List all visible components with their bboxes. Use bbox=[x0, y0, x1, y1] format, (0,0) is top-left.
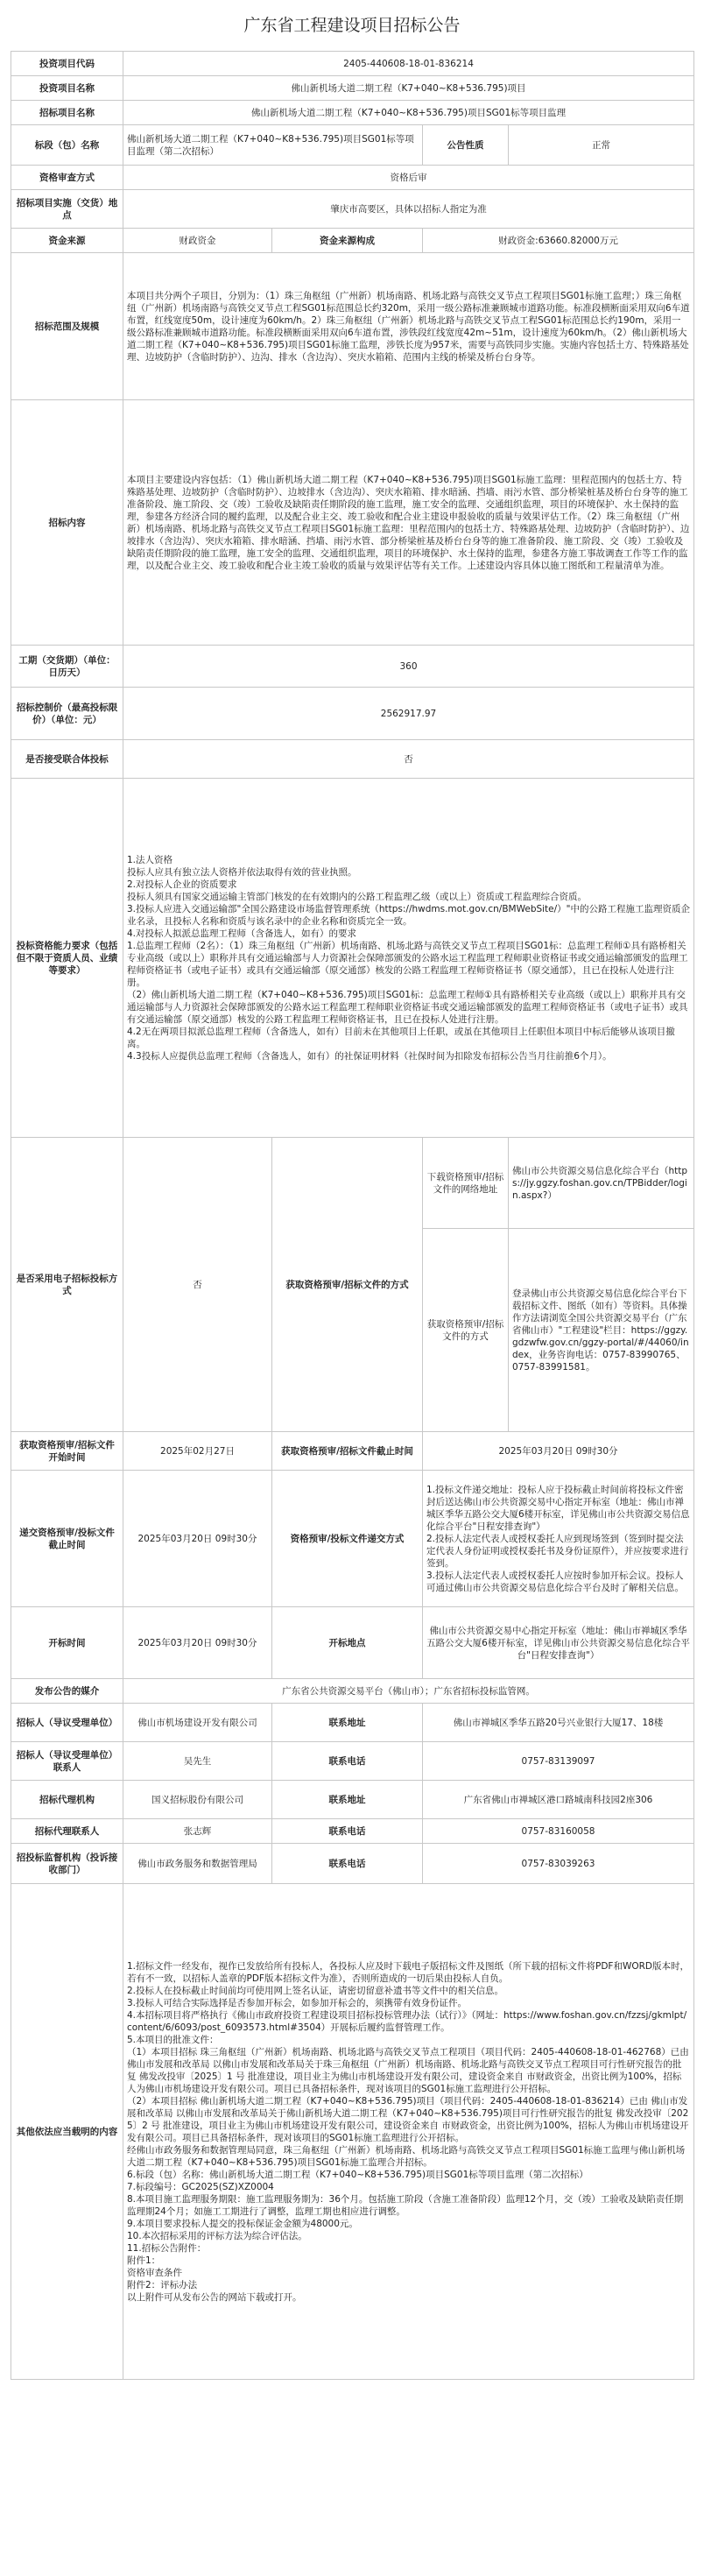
label-tenderer: 招标人（导议受理单位） bbox=[11, 1704, 123, 1742]
label-fund-source: 资金来源 bbox=[11, 229, 123, 253]
announcement-table bbox=[11, 51, 694, 2380]
label-content: 招标内容 bbox=[11, 400, 123, 646]
value-agent-phone: 0757-83160058 bbox=[423, 1819, 694, 1844]
label-project-code: 投资项目代码 bbox=[11, 52, 123, 76]
label-approval-method: 资格审查方式 bbox=[11, 166, 123, 190]
value-tenderer: 佛山市机场建设开发有限公司 bbox=[123, 1704, 272, 1742]
row-scope bbox=[11, 253, 694, 400]
value-download-addr[interactable]: 佛山市公共资源交易信息化综合平台（https://jy.ggzy.foshan.gov.cn/TPBidder/login.aspx?） bbox=[509, 1138, 694, 1229]
row-supervisor bbox=[11, 1844, 694, 1884]
value-other: 1.招标文件一经发布，视作已发放给所有投标人，各投标人应及时下载电子版招标文件及图纸（所下载的招标文件将PDF和WORD版本时，若有不一致，以招标人盖章的PDF版本招标文件为准），否则所造成的一切后果由投标人自负。 2.投标人在投标截止时间前均可使用网上签名认证，请密切留意补遗书等文件中的相关信息。 3.投标人可结合实际选择是否参加开标会，如参加开标会的，须携带有效身份证件。 4.本招标项目将严格执行《佛山市政府投资工程建设项目招标投标管理办法（试行）》（网址：https://www.foshan.gov.cn/fzzsj/gkmlpt/content/6/6093/post_6093573.html#3504）开展标后履约监督管理工作。 5.本项目的批准文件： （1）本项目招标 珠三角枢纽（广州新）机场南路、机场北路与高铁交叉节点工程项目（项目代码：2405-440608-18-01-462768）已由 佛山市发展和改革局 以佛山市发展和改革局关于珠三角枢纽（广州新）机场南路、机场北路与高铁交叉节点工程项目可行性研究报告的批复 佛发改投审〔2025〕1 号 批准建设，项目业主为佛山市机场建设开发有限公司，建设资金来自 市财政资金，出资比例为100%，招标人为佛山市机场建设开发有限公司。项目已具备招标条件，现对该项目的SG01标施工监理进行公开招标。 （2）本项目招标 佛山新机场大道二期工程（K7+040~K8+536.795)项目（项目代码：2405-440608-18-01-836214）已由 佛山市发展和改革局 以佛山市发展和改革局关于佛山新机场大道二期工程（K7+040~K8+536.795)项目可行性研究报告的批复 佛发改投审〔2025〕2 号 批准建设，项目业主为佛山市机场建设开发有限公司，建设资金来自 市财政资金，出资比例为100%，招标人为佛山市机场建设开发有限公司。项目已具备招标条件，现对该项目的SG01标施工监理进行公开招标。 经佛山市政务服务和数据管理局同意，珠三角枢纽（广州新）机场南路、机场北路与高铁交叉节点工程项目SG01标施工监理与佛山新机场大道二期工程（K7+040~K8+536.795)项目SG01标施工监理合并招标。 6.标段（包）名称：佛山新机场大道二期工程（K7+040~K8+536.795)项目SG01标等项目监理（第二次招标） 7.标段编号：GC2025(SZ)XZ0004 8.本项目施工监理服务期限：施工监理服务期为：36个月。包括施工阶段（含施工准备阶段）监理12个月，交（竣）工验收及缺陷责任期监理期24个月；如施工工期进行了调整，监理工期也相应进行调整。 9.本项目要求投标人提交的投标保证金金额为48000元。 10.本次招标采用的评标方法为综合评估法。 11.招标公告附件： 附件1： 资格审查条件 附件2：评标办法 以上附件可从发布公告的网站下载或打开。 bbox=[123, 1884, 694, 2380]
label-agent-contact: 招标代理联系人 bbox=[11, 1819, 123, 1844]
label-publicity: 公告性质 bbox=[423, 125, 509, 166]
value-duration: 360 bbox=[123, 646, 694, 688]
value-open-place: 佛山市公共资源交易中心指定开标室（地址：佛山市禅城区季华五路公交大厦6楼开标室，详见佛山市公共资源交易信息化综合平台"日程安排查询"） bbox=[423, 1607, 694, 1679]
value-media: 广东省公共资源交易平台（佛山市）；广东省招标投标监管网。 bbox=[123, 1679, 694, 1704]
value-tenderer-contact: 吴先生 bbox=[123, 1742, 272, 1781]
row-media bbox=[11, 1679, 694, 1704]
value-scope: 本项目共分两个子项目，分别为：（1）珠三角枢纽（广州新）机场南路、机场北路与高铁交叉节点工程项目SG01标施工监理；）珠三角枢纽（广州新）机场南路与高铁交叉节点工程SG01标范围总长约320m，采用一级公路标准兼顾城市道路功能。标准段横断面采用双向6车道布置，红线宽度50m，设计速度为60km/h。2）珠三角枢纽（广州新）机场北路与高铁交叉节点工程SG01标范围总长约190m，采用一级公路标准兼顾城市道路功能。标准段横断面采用双向6车道布置，涉铁段红线宽度42m~51m，设计速度为60km/h。（2）佛山新机场大道二期工程（K7+040~K8+536.795)项目SG01标施工监理，涉铁长度为957米，需要与高铁同步实施。实施内容包括土方、特殊路基处理、边坡防护（含临时防护）、边沟、排水（含边沟）、突庆水箱箱、范围内主线的桥梁及桥台台身等。 bbox=[123, 253, 694, 400]
row-consortium bbox=[11, 740, 694, 779]
value-publicity: 正常 bbox=[509, 125, 694, 166]
row-project-name bbox=[11, 76, 694, 101]
label-other: 其他依法应当载明的内容 bbox=[11, 1884, 123, 2380]
row-duration bbox=[11, 646, 694, 688]
row-content bbox=[11, 400, 694, 646]
row-section-name bbox=[11, 125, 694, 166]
label-obtain-method-detail: 获取资格预审/招标文件的方式 bbox=[423, 1229, 509, 1432]
value-submit-deadline: 2025年03月20日 09时30分 bbox=[123, 1471, 272, 1607]
label-control-price: 招标控制价（最高投标限价）（单位：元） bbox=[11, 688, 123, 740]
value-supervisor: 佛山市政务服务和数据管理局 bbox=[123, 1844, 272, 1884]
label-duration: 工期（交货期）（单位：日历天） bbox=[11, 646, 123, 688]
value-agent-address: 广东省佛山市禅城区港口路城南科技园2座306 bbox=[423, 1781, 694, 1819]
label-consortium: 是否接受联合体投标 bbox=[11, 740, 123, 779]
value-approval-method: 资格后审 bbox=[123, 166, 694, 190]
value-agent: 国义招标股份有限公司 bbox=[123, 1781, 272, 1819]
row-agent bbox=[11, 1781, 694, 1819]
label-electronic: 是否采用电子招标投标方式 bbox=[11, 1138, 123, 1432]
value-obtain-end: 2025年03月20日 09时30分 bbox=[423, 1432, 694, 1471]
label-project-name: 投资项目名称 bbox=[11, 76, 123, 101]
label-open-time: 开标时间 bbox=[11, 1607, 123, 1679]
label-supervisor-phone: 联系电话 bbox=[272, 1844, 423, 1884]
label-location: 招标项目实施（交货）地点 bbox=[11, 190, 123, 229]
label-media: 发布公告的媒介 bbox=[11, 1679, 123, 1704]
value-submit-method: 1.投标文件递交地址：投标人应于投标截止时间前将投标文件密封后送达佛山市公共资源交易中心指定开标室（地址：佛山市禅城区季华五路公交大厦6楼开标室，详见佛山市公共资源交易信息化综合平台"日程安排查询"） 2.投标人法定代表人或授权委托人应到现场签到（签到时提交法定代表人身份证明或授权委托书及身份证原件），并应按要求进行签到。 3.投标人法定代表人或授权委托人应按时参加开标会议。投标人可通过佛山市公共资源交易信息化综合平台及时了解相关信息。 bbox=[423, 1471, 694, 1607]
label-tender-project-name: 招标项目名称 bbox=[11, 101, 123, 125]
row-location bbox=[11, 190, 694, 229]
value-obtain-start: 2025年02月27日 bbox=[123, 1432, 272, 1471]
row-approval-method bbox=[11, 166, 694, 190]
label-qualification: 投标资格能力要求（包括但不限于资质人员、业绩等要求） bbox=[11, 779, 123, 1138]
row-download bbox=[11, 1138, 694, 1229]
value-obtain-method: 登录佛山市公共资源交易信息化综合平台下载招标文件、图纸（如有）等资料。具体操作方法请浏览全国公共资源交易平台（广东省佛山市）"工程建设"栏目：https://ggzy.gdzwfw.gov.cn/ggzy-portal/#/44060/index，业务咨询电话：0757-83990765、0757-83991581。 bbox=[509, 1229, 694, 1432]
row-submit bbox=[11, 1471, 694, 1607]
value-tenderer-phone: 0757-83139097 bbox=[423, 1742, 694, 1781]
label-agent-address: 联系地址 bbox=[272, 1781, 423, 1819]
value-project-code: 2405-440608-18-01-836214 bbox=[123, 52, 694, 76]
row-agent-contact bbox=[11, 1819, 694, 1844]
label-tenderer-address: 联系地址 bbox=[272, 1704, 423, 1742]
value-section-name: 佛山新机场大道二期工程（K7+040~K8+536.795)项目SG01标等项目监理（第二次招标） bbox=[123, 125, 423, 166]
label-obtain-start: 获取资格预审/招标文件开始时间 bbox=[11, 1432, 123, 1471]
label-section-name: 标段（包）名称 bbox=[11, 125, 123, 166]
label-agent-phone: 联系电话 bbox=[272, 1819, 423, 1844]
value-open-time: 2025年03月20日 09时30分 bbox=[123, 1607, 272, 1679]
value-project-name: 佛山新机场大道二期工程（K7+040~K8+536.795)项目 bbox=[123, 76, 694, 101]
label-download-addr: 下载资格预审/招标文件的网络地址 bbox=[423, 1138, 509, 1229]
value-tenderer-address: 佛山市禅城区季华五路20号兴业银行大厦17、18楼 bbox=[423, 1704, 694, 1742]
row-other bbox=[11, 1884, 694, 2380]
value-tender-project-name: 佛山新机场大道二期工程（K7+040~K8+536.795)项目SG01标等项目监理 bbox=[123, 101, 694, 125]
row-control-price bbox=[11, 688, 694, 740]
row-obtain-time bbox=[11, 1432, 694, 1471]
value-location: 肇庆市高要区，具体以招标人指定为准 bbox=[123, 190, 694, 229]
label-fund-composition: 资金来源构成 bbox=[272, 229, 423, 253]
label-tenderer-contact: 招标人（导议受理单位）联系人 bbox=[11, 1742, 123, 1781]
row-tenderer bbox=[11, 1704, 694, 1742]
label-scope: 招标范围及规模 bbox=[11, 253, 123, 400]
label-agent: 招标代理机构 bbox=[11, 1781, 123, 1819]
row-fund bbox=[11, 229, 694, 253]
value-fund-composition: 财政资金:63660.82000万元 bbox=[423, 229, 694, 253]
label-obtain-end: 获取资格预审/招标文件截止时间 bbox=[272, 1432, 423, 1471]
value-consortium: 否 bbox=[123, 740, 694, 779]
label-obtain-method: 获取资格预审/招标文件的方式 bbox=[272, 1138, 423, 1432]
row-qualification bbox=[11, 779, 694, 1138]
value-agent-contact: 张志辉 bbox=[123, 1819, 272, 1844]
label-submit-deadline: 递交资格预审/投标文件截止时间 bbox=[11, 1471, 123, 1607]
label-open-place: 开标地点 bbox=[272, 1607, 423, 1679]
value-fund-source: 财政资金 bbox=[123, 229, 272, 253]
value-supervisor-phone: 0757-83039263 bbox=[423, 1844, 694, 1884]
value-qualification: 1.法人资格 投标人应具有独立法人资格并依法取得有效的营业执照。 2.对投标人企业的资质要求 投标人须具有国家交通运输主管部门核发的在有效期内的公路工程监理乙级（或以上）资质或工程监理综合资质。 3.投标人应进入交通运输部"全国公路建设市场监督管理系统（https://hwdms.mot.gov.cn/BMWebSite/）"中的公路工程施工监理资质企业名录，且投标人名称和资质与该名录中的企业名称和资质完全一致。 4.对投标人拟派总监理工程师（含备选人，如有）的要求 1.总监理工程师（2名）：（1）珠三角枢纽（广州新）机场南路、机场北路与高铁交叉节点工程项目SG01标：总监理工程师①具有路桥相关专业高级（或以上）职称并具有交通运输部与人力资源社会保障部颁发的公路水运工程监理工程师职业资格证书或交通运输部颁发的监理工程师资格证书（或电子证书）或具有交通运输部（原交通部）核发的公路工程监理工程师资格证书（原交通部），且已在投标人处进行注册。 （2）佛山新机场大道二期工程（K7+040~K8+536.795)项目SG01标：总监理工程师①具有路桥相关专业高级（或以上）职称并具有交通运输部与人力资源社会保障部颁发的公路水运工程监理工程师职业资格证书或交通运输部颁发的监理工程师资格证书（或电子证书）或具有交通运输部（原交通部）核发的公路工程监理工程师资格证书，且已在投标人处进行注册。 4.2无在两项目拟派总监理工程师（含备选人，如有）目前未在其他项目上任职，或虽在其他项目上任职但本项目中标后能够从该项目撤离。 4.3投标人应提供总监理工程师（含备选人，如有）的社保证明材料（社保时间为扣除发布招标公告当月往前推6个月）。 bbox=[123, 779, 694, 1138]
value-control-price: 2562917.97 bbox=[123, 688, 694, 740]
row-tender-project-name bbox=[11, 101, 694, 125]
row-open bbox=[11, 1607, 694, 1679]
value-content: 本项目主要建设内容包括：（1）佛山新机场大道二期工程（K7+040~K8+536.795)项目SG01标施工监理：里程范围内的包括土方、特殊路基处理、边坡防护（含临时防护）、边坡排水（含边沟）、突庆水箱箱、排水暗涵、挡墙、雨污水管、部分桥梁桩基及桥台台身等的施工准备阶段、施工阶段、交（竣）工验收及缺陷责任期阶段的施工监理，施工安全的监理、交通组织监理，项目的环境保护、水土保持的监理，参建各方经济合同的履约监理，以及配合业主交、竣工验收和配合业主建设申报验收的质量与效果评估工作。（2）珠三角枢纽（广州新）机场南路、机场北路与高铁交叉节点工程项目SG01标施工监理：里程范围内的包括土方、特殊路基处理、边坡防护（含临时防护）、边坡排水（含边沟）、突庆水箱箱、排水暗涵、挡墙、雨污水管、部分桥梁桩基及桥台台身等的施工准备阶段、施工阶段、交（竣）工验收及缺陷责任期阶段的施工监理，施工安全的监理、交通组织监理，项目的环境保护、水土保持的监理，参建各方施工事故调查工作等工作的监理，以及配合业主交、竣工验收和配合业主竣工验收的质量与效果评估等有关工作。上述建设内容具体以施工图纸和工程量清单为准。 bbox=[123, 400, 694, 646]
value-electronic: 否 bbox=[123, 1138, 272, 1432]
label-submit-method: 资格预审/投标文件递交方式 bbox=[272, 1471, 423, 1607]
row-tenderer-contact bbox=[11, 1742, 694, 1781]
row-project-code bbox=[11, 52, 694, 76]
label-supervisor: 招投标监督机构（投诉接收部门） bbox=[11, 1844, 123, 1884]
label-tenderer-phone: 联系电话 bbox=[272, 1742, 423, 1781]
page-title: 广东省工程建设项目招标公告 bbox=[243, 16, 461, 35]
